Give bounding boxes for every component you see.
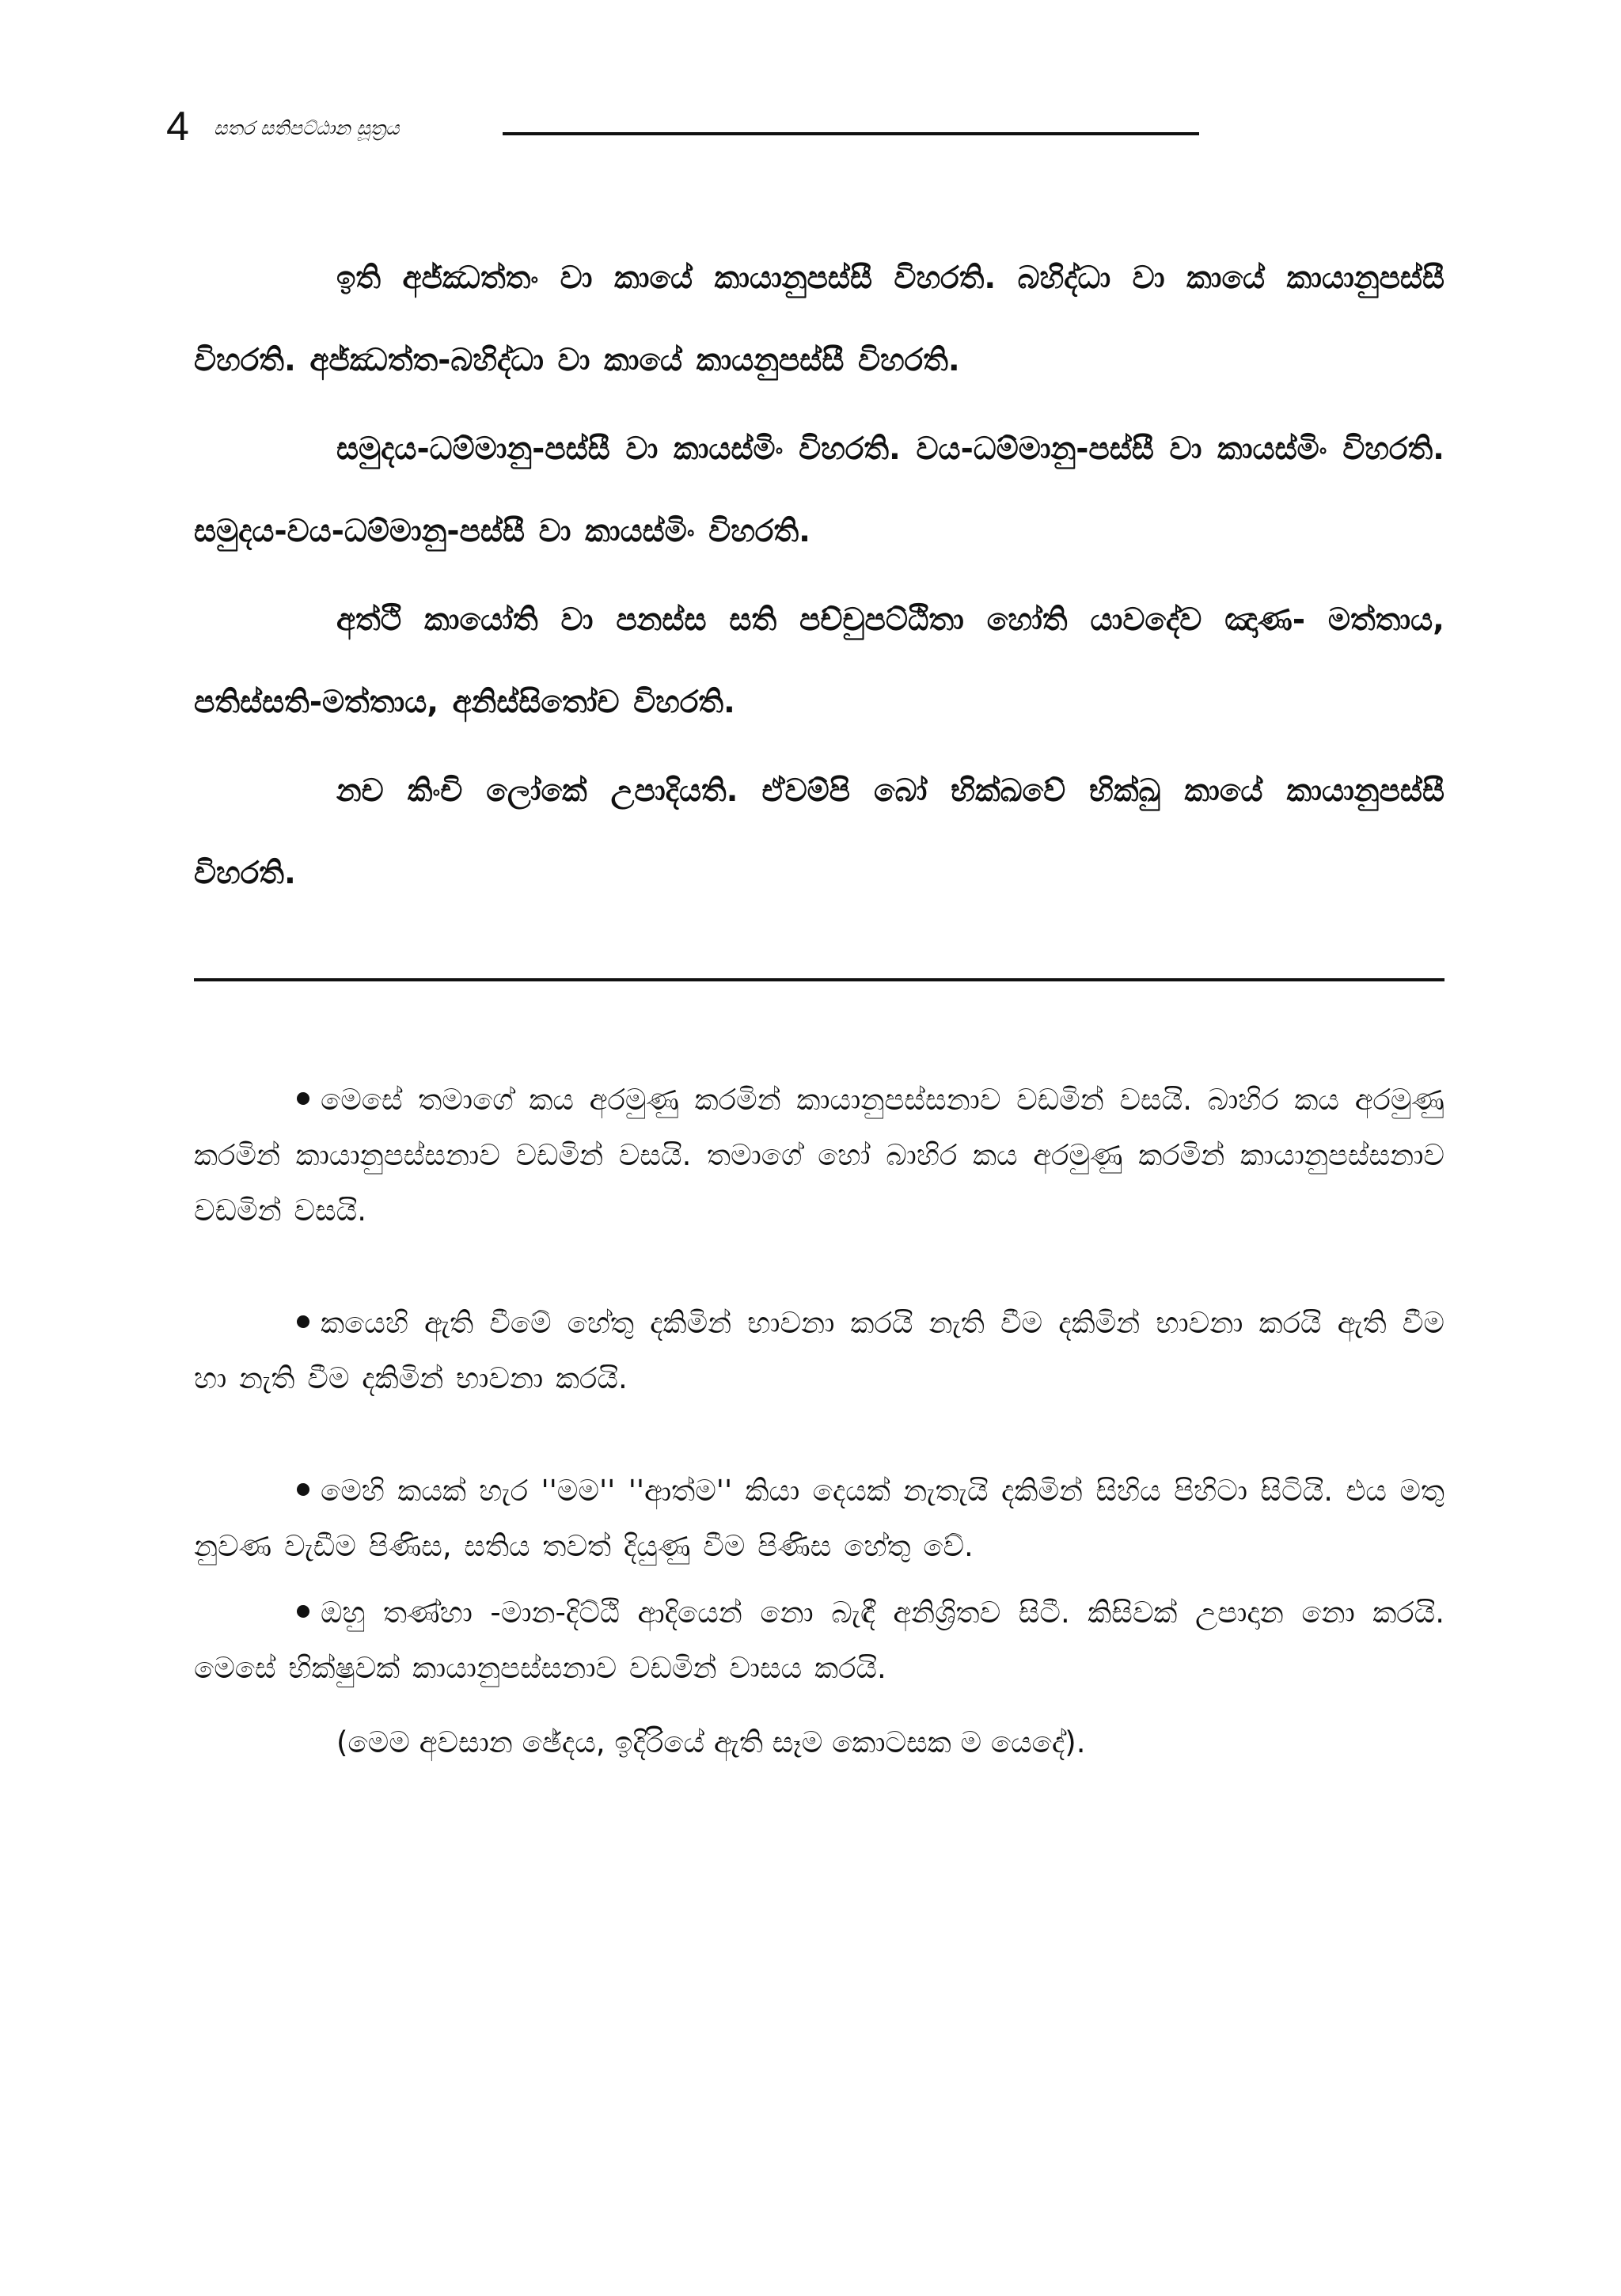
section-divider [194, 978, 1444, 981]
commentary-text: මෙහි කයක් හැර ''මම'' ''ආත්ම'' කියා දෙයක් නැතැයි දකිමින් සිහිය පිහිටා සිටියි. එය මතු නුවණ වැඩීම පිණිස, සතිය තවත් දියුණු වීම පිණිස හේතු වේ. [194, 1474, 1444, 1563]
commentary-paragraph [194, 1072, 1444, 1239]
pali-paragraph: සමුදය-ධම්මානු-පස්සී වා කායස්මිං විහරති. වය-ධම්මානු-පස්සී වා කායස්මිං විහරති. සමුදය-වය-ධම්මානු-පස්සී වා කායස්මිං විහරති. [194, 431, 1444, 549]
commentary-paragraph [194, 1296, 1444, 1406]
pali-text-block [194, 237, 1444, 915]
pali-paragraph: නච කිංචි ලෝකේ උපාදියති. ඒවම්පි බෝ භික්ඛවේ භික්ඛු කායේ කායානුපස්සී විහරති. [194, 773, 1444, 891]
commentary-text: ඔහු තණ්හා -මාන-දිට්ඨි ආදියෙන් නො බැඳී අනිශ්‍රිතව සිටී. කිසිවක් උපාදාන නො කරයි. මෙසේ භික්ෂුවක් කායානුපස්සනාව වඩමින් වාසය කරයි. [194, 1596, 1444, 1685]
closing-note: (මෙම අවසාන ඡේදය, ඉදිරියේ ඇති සෑම කොටසක ම යෙදේ). [336, 1725, 1086, 1759]
sinhala-commentary-block [194, 1072, 1444, 1770]
bullet-icon [297, 1315, 309, 1328]
bullet-icon [297, 1092, 309, 1105]
page-number: 4 [166, 104, 189, 150]
pali-paragraph: අත්ථි කායෝති වා පනස්ස සති පච්චුපට්ඨිතා හෝති යාවදේව ඤාණ- මත්තාය, පතිස්සති-මත්තාය, අනිස්සිතෝච විහරති. [194, 602, 1444, 720]
commentary-paragraph [194, 1585, 1444, 1696]
bullet-icon [297, 1605, 309, 1618]
commentary-text: මෙසේ තමාගේ කය අරමුණු කරමින් කායානුපස්සනාව වඩමින් වසයි. බාහිර කය අරමුණු කරමින් කායානුපස්සනාව වඩමින් වසයි. තමාගේ හෝ බාහිර කය අරමුණු කරමින් කායානුපස්සනාව වඩමින් වසයි. [194, 1083, 1444, 1228]
header-rule [503, 132, 1199, 135]
bullet-icon [297, 1483, 309, 1496]
page-header [166, 103, 1195, 150]
commentary-paragraph [194, 1463, 1444, 1574]
pali-paragraph: ඉති අජ්ඣත්තං වා කායේ කායානුපස්සී විහරති. බහිද්ධා වා කායේ කායානුපස්සී විහරති. අජ්ඣත්ත-බහිද්ධා වා කායේ කායනුපස්සී විහරති. [194, 260, 1444, 378]
running-title: සතර සතිපට්ඨාන සූත්‍රය [214, 117, 400, 139]
commentary-text: කයෙහි ඇති වීමේ හේතු දකිමින් භාවනා කරයි නැති වීම දකිමින් භාවනා කරයි ඇති වීම හා නැති වීම දකිමින් භාවනා කරයි. [194, 1306, 1444, 1395]
